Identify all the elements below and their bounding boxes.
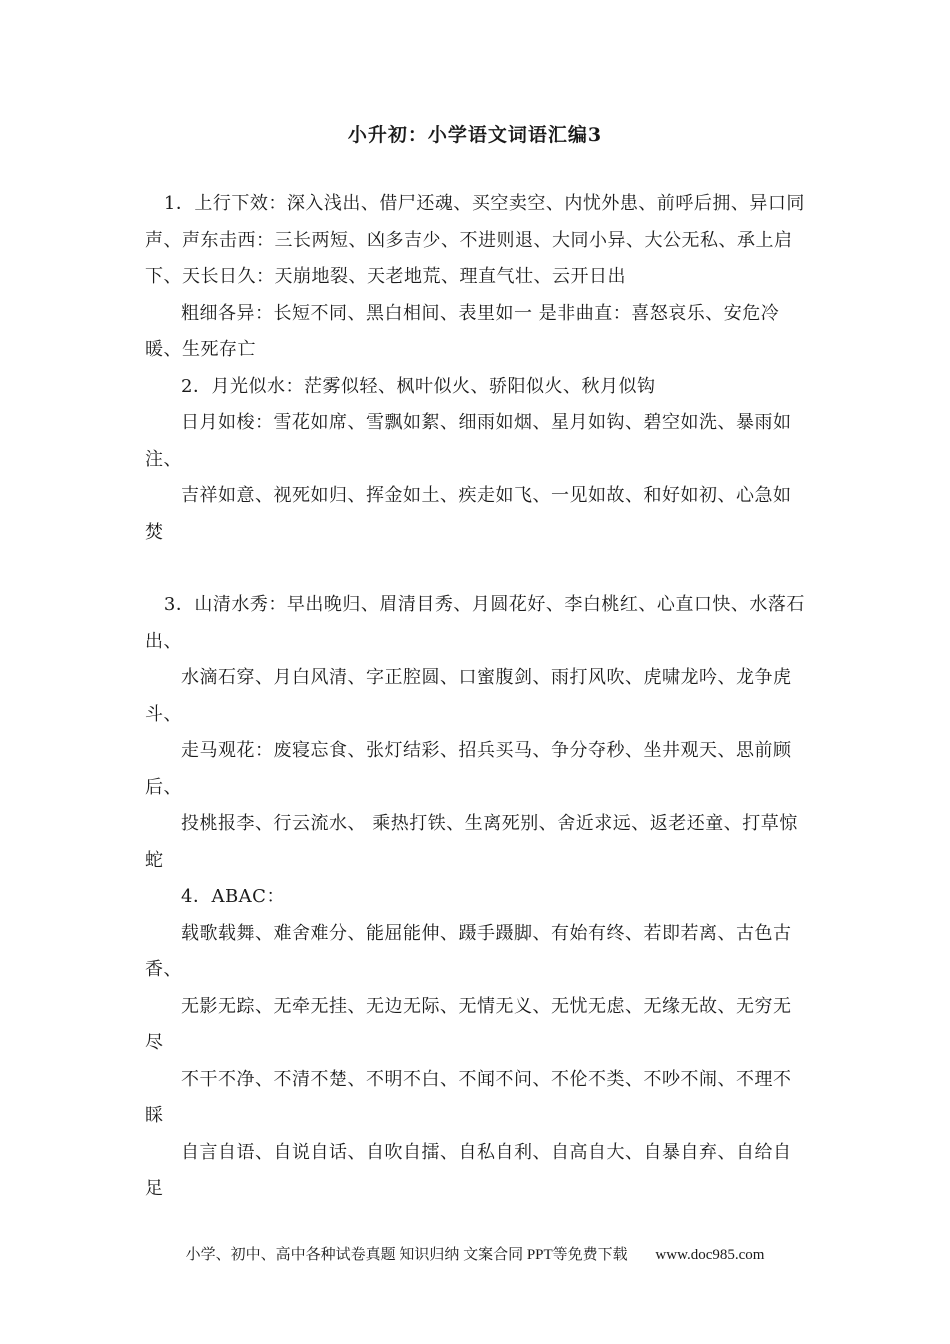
paragraph-5: 吉祥如意、视死如归、挥金如土、疾走如飞、一见如故、和好如初、心急如焚 bbox=[145, 485, 792, 543]
paragraph-2: 粗细各异：长短不同、黑白相间、表里如一 是非曲直：喜怒哀乐、安危冷暖、生死存亡 bbox=[145, 302, 780, 360]
paragraph-11: 载歌载舞、难舍难分、能屈能伸、蹑手蹑脚、有始有终、若即若离、古色古香、 bbox=[145, 922, 792, 980]
paragraph-6: 3．山清水秀：早出晚归、眉清目秀、月圆花好、李白桃红、心直口快、水落石出、 bbox=[145, 594, 805, 652]
paragraph-4: 日月如梭：雪花如席、雪飘如絮、细雨如烟、星月如钩、碧空如洗、暴雨如注、 bbox=[145, 412, 792, 470]
paragraph-14: 自言自语、自说自话、自吹自擂、自私自利、自高自大、自暴自弃、自给自足 bbox=[145, 1141, 792, 1199]
paragraph-10: 4．ABAC： bbox=[181, 886, 285, 907]
paragraph-13: 不干不净、不清不楚、不明不白、不闻不问、不伦不类、不吵不闹、不理不睬 bbox=[145, 1068, 792, 1126]
page-footer bbox=[0, 1243, 950, 1264]
footer-text: 小学、初中、高中各种试卷真题 知识归纳 文案合同 PPT等免费下载 bbox=[185, 1247, 628, 1263]
footer-url[interactable]: www.doc985.com bbox=[655, 1247, 765, 1263]
paragraph-9: 投桃报李、行云流水、 乘热打铁、生离死别、舍近求远、返老还童、打草惊蛇 bbox=[145, 813, 798, 871]
document-body bbox=[145, 186, 805, 1208]
paragraph-8: 走马观花：废寝忘食、张灯结彩、招兵买马、争分夺秒、坐井观天、思前顾后、 bbox=[145, 740, 792, 798]
blank-line bbox=[145, 551, 805, 587]
paragraph-3: 2．月光似水：茫雾似轻、枫叶似火、骄阳似火、秋月似钩 bbox=[181, 375, 656, 397]
paragraph-1: 1．上行下效：深入浅出、借尸还魂、买空卖空、内忧外患、前呼后拥、异口同声、声东击西：三长两短、凶多吉少、不进则退、大同小异、大公无私、承上启下、天长日久：天崩地裂、天老地荒、理直气壮、云开日出 bbox=[145, 193, 805, 287]
paragraph-7: 水滴石穿、月白风清、字正腔圆、口蜜腹剑、雨打风吹、虎啸龙吟、龙争虎斗、 bbox=[145, 667, 792, 725]
document-title: 小升初：小学语文词语汇编3 bbox=[347, 124, 603, 146]
paragraph-12: 无影无踪、无牵无挂、无边无际、无情无义、无忧无虑、无缘无故、无穷无尽 bbox=[145, 995, 792, 1053]
